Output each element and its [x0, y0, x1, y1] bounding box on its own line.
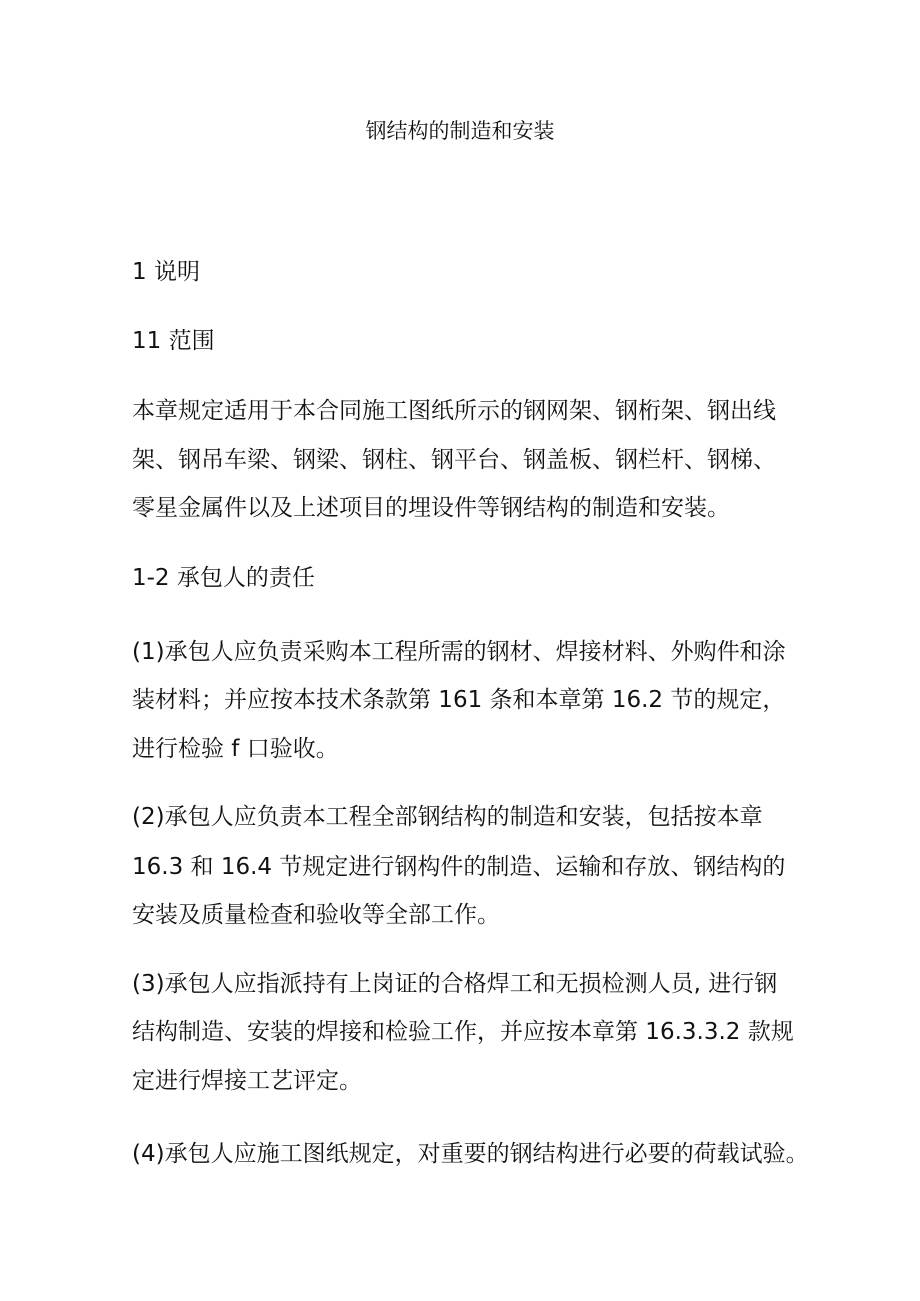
- item-3-line-3: 定进行焊接工艺评定。: [132, 1068, 362, 1094]
- section-1-heading: 1 说明: [132, 259, 200, 285]
- item-2-line-3: 安装及质量检查和验收等全部工作。: [132, 902, 500, 928]
- scope-line-3: 零星金属件以及上述项目的埋设件等钢结构的制造和安装。: [132, 495, 730, 521]
- item-2-line-1: (2)承包人应负责本工程全部钢结构的制造和安装，包括按本章: [132, 804, 763, 830]
- section-1-2-heading: 1-2 承包人的责任: [132, 565, 315, 591]
- item-4-line-1: (4)承包人应施工图纸规定，对重要的钢结构进行必要的荷载试验。: [132, 1141, 809, 1167]
- section-1-1-heading: 11 范围: [132, 328, 215, 354]
- scope-line-1: 本章规定适用于本合同施工图纸所示的钢网架、钢桁架、钢出线: [132, 398, 776, 424]
- item-3-line-1: (3)承包人应指派持有上岗证的合格焊工和无损检测人员, 进行钢: [132, 971, 778, 997]
- document-title: 钢结构的制造和安装: [365, 119, 555, 143]
- item-2-line-2: 16.3 和 16.4 节规定进行钢构件的制造、运输和存放、钢结构的: [132, 854, 786, 880]
- item-3-line-2: 结构制造、安装的焊接和检验工作，并应按本章第 16.3.3.2 款规: [132, 1019, 794, 1045]
- item-1-line-3: 进行检验 f 口验收。: [132, 736, 339, 762]
- item-1-line-2: 装材料；并应按本技术条款第 161 条和本章第 16.2 节的规定，: [132, 687, 786, 713]
- item-1-line-1: (1)承包人应负责采购本工程所需的钢材、焊接材料、外购件和涂: [132, 639, 786, 665]
- scope-line-2: 架、钢吊车梁、钢梁、钢柱、钢平台、钢盖板、钢栏杆、钢梯、: [132, 447, 776, 473]
